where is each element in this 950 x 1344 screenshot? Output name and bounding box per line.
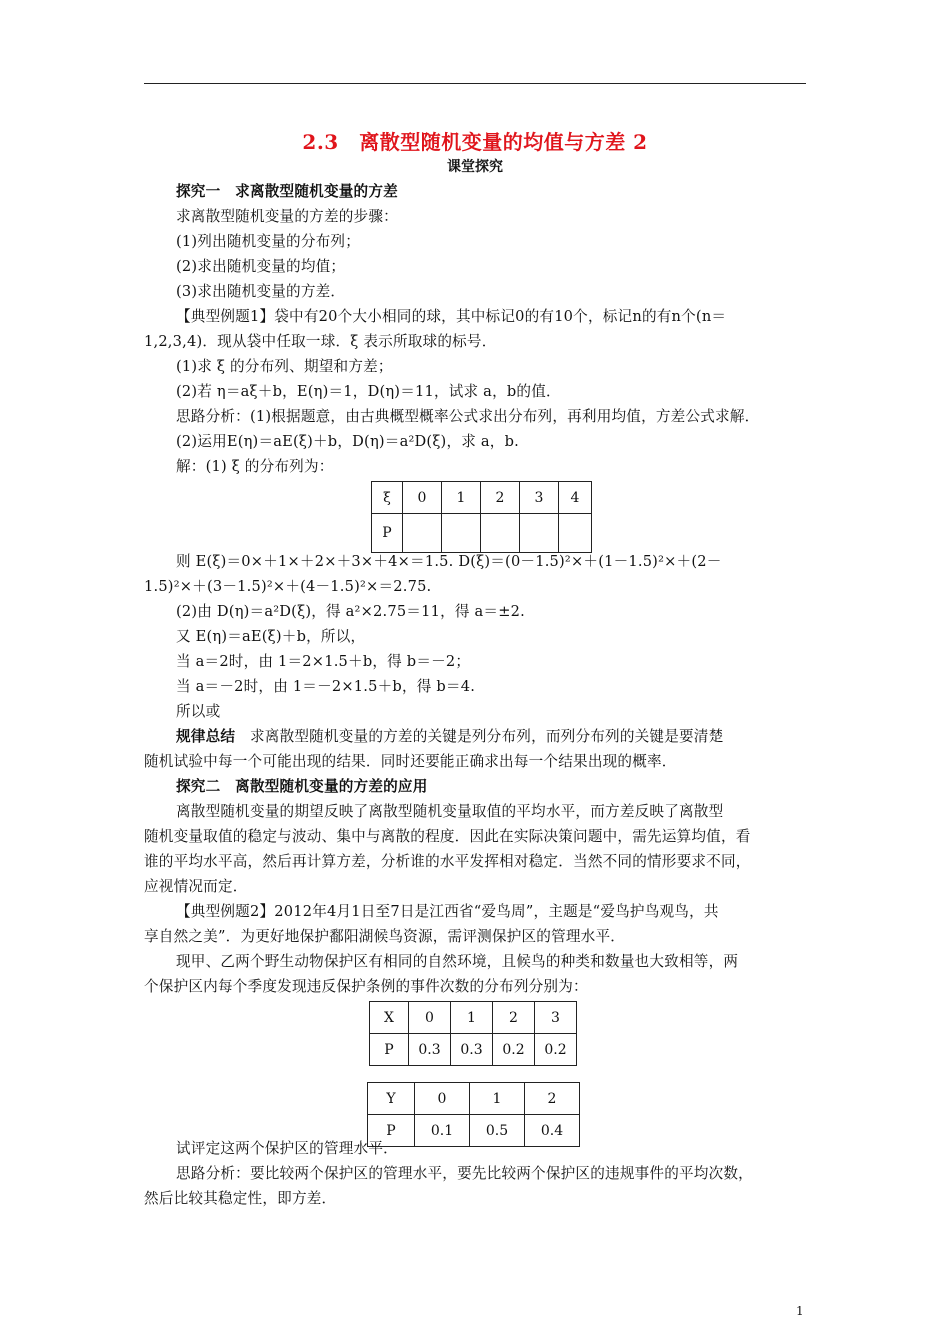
table-cell: 3 xyxy=(520,482,559,514)
table-cell: P xyxy=(370,1034,409,1066)
text-line: (3)求出随机变量的方差． xyxy=(176,283,346,300)
text-line: 离散型随机变量的期望反映了离散型随机变量取值的平均水平，而方差反映了离散型 xyxy=(176,803,724,820)
table-cell: 0.5 xyxy=(470,1115,525,1147)
table-cell xyxy=(442,514,481,553)
table-cell: 0 xyxy=(409,1002,451,1034)
summary-label: 规律总结 xyxy=(176,728,236,745)
table-cell xyxy=(403,514,442,553)
table-cell: 0.3 xyxy=(451,1034,493,1066)
text-line: 随机试验中每一个可能出现的结果．同时还要能正确求出每一个结果出现的概率． xyxy=(144,753,677,770)
table-row xyxy=(372,514,592,553)
analysis-line: 思路分析：(1)根据题意，由古典概型概率公式求出分布列，再利用均值，方差公式求解． xyxy=(176,408,760,425)
text-line: (2)若 η＝aξ＋b，E(η)＝1，D(η)＝11，试求 a，b的值． xyxy=(176,383,561,400)
table-cell: ξ xyxy=(372,482,403,514)
text-line: (2)运用E(η)＝aE(ξ)＋b，D(η)＝a²D(ξ)，求 a，b. xyxy=(176,433,519,450)
text-line: 当 a＝－2时，由 1＝－2×1.5＋b，得 b＝4. xyxy=(176,678,476,695)
analysis-line: 思路分析：要比较两个保护区的管理水平，要先比较两个保护区的违规事件的平均次数， xyxy=(176,1165,753,1182)
example-1-line-1: 【典型例题1】袋中有20个大小相同的球，其中标记0的有10个，标记n的有n个(n＝ xyxy=(176,308,727,325)
table-cell xyxy=(520,514,559,553)
table-cell xyxy=(559,514,592,553)
y-distribution-table xyxy=(367,1082,580,1147)
text-line: 当 a＝2时，由 1＝2×1.5＋b，得 b＝－2； xyxy=(176,653,471,670)
table-cell xyxy=(481,514,520,553)
table-cell: P xyxy=(372,514,403,553)
table-cell: P xyxy=(368,1115,415,1147)
table-cell: X xyxy=(370,1002,409,1034)
table-cell: 1 xyxy=(442,482,481,514)
text-line: 求离散型随机变量的方差的步骤： xyxy=(176,208,398,225)
table-cell: 4 xyxy=(559,482,592,514)
text-line: 又 E(η)＝aE(ξ)＋b，所以， xyxy=(176,628,366,645)
text-line: 谁的平均水平高，然后再计算方差，分析谁的水平发挥相对稳定．当然不同的情形要求不同， xyxy=(144,853,751,870)
text-line: 则 E(ξ)＝0×＋1×＋2×＋3×＋4×＝1.5. D(ξ)＝(0－1.5)²×＋(1－1.5)²×＋(2－ xyxy=(176,553,722,570)
table-cell: 0 xyxy=(403,482,442,514)
example-2-line-2: 享自然之美”．为更好地保护鄱阳湖候鸟资源，需评测保护区的管理水平． xyxy=(144,928,626,945)
text-line: (2)由 D(η)＝a²D(ξ)，得 a²×2.75＝11，得 a＝±2. xyxy=(176,603,525,620)
xi-distribution-table xyxy=(371,481,592,553)
summary-text: 求离散型随机变量的方差的关键是列分布列，而列分布列的关键是要清楚 xyxy=(235,728,724,745)
table-row xyxy=(368,1083,580,1115)
page-title: 2.3 离散型随机变量的均值与方差 2 xyxy=(302,130,648,154)
text-line: 个保护区内每个季度发现违反保护条例的事件次数的分布列分别为： xyxy=(144,978,588,995)
table-cell: 0 xyxy=(415,1083,470,1115)
table-cell: 3 xyxy=(535,1002,577,1034)
text-line: 1.5)²×＋(3－1.5)²×＋(4－1.5)²×＝2.75. xyxy=(144,578,432,595)
text-line: (1)列出随机变量的分布列； xyxy=(176,233,361,250)
header-rule xyxy=(144,83,806,84)
text-line: 应视情况而定． xyxy=(144,878,248,895)
table-row xyxy=(370,1002,577,1034)
table-cell: 2 xyxy=(493,1002,535,1034)
table-cell: 0.3 xyxy=(409,1034,451,1066)
table-cell: 1 xyxy=(470,1083,525,1115)
table-cell: 2 xyxy=(481,482,520,514)
table-cell: 0.4 xyxy=(525,1115,580,1147)
text-line: (2)求出随机变量的均值； xyxy=(176,258,346,275)
text-line: 现甲、乙两个野生动物保护区有相同的自然环境，且候鸟的种类和数量也大致相等，两 xyxy=(176,953,739,970)
table-row xyxy=(370,1034,577,1066)
example-2-line-1: 【典型例题2】2012年4月1日至7日是江西省“爱鸟周”，主题是“爱鸟护鸟观鸟，共 xyxy=(176,903,719,920)
table-cell: 0.2 xyxy=(535,1034,577,1066)
section-heading-1: 探究一 求离散型随机变量的方差 xyxy=(176,183,398,200)
example-1-line-2: 1,2,3,4)．现从袋中任取一球．ξ 表示所取球的标号． xyxy=(144,333,497,350)
text-line: 然后比较其稳定性，即方差． xyxy=(144,1190,337,1207)
text-line: 试评定这两个保护区的管理水平． xyxy=(176,1140,398,1157)
table-row xyxy=(372,482,592,514)
table-cell: 1 xyxy=(451,1002,493,1034)
x-distribution-table xyxy=(369,1001,577,1066)
text-line: (1)求 ξ 的分布列、期望和方差； xyxy=(176,358,393,375)
text-line: 所以或 xyxy=(176,703,221,720)
table-cell: Y xyxy=(368,1083,415,1115)
page-number: 1 xyxy=(796,1304,804,1318)
summary-line xyxy=(176,727,810,747)
page-subtitle: 课堂探究 xyxy=(447,159,503,175)
table-cell: 0.1 xyxy=(415,1115,470,1147)
text-line: 随机变量取值的稳定与波动、集中与离散的程度．因此在实际决策问题中，需先运算均值，看 xyxy=(144,828,751,845)
solution-line: 解：(1) ξ 的分布列为： xyxy=(176,458,334,475)
table-cell: 0.2 xyxy=(493,1034,535,1066)
table-cell: 2 xyxy=(525,1083,580,1115)
section-heading-2: 探究二 离散型随机变量的方差的应用 xyxy=(176,778,428,795)
